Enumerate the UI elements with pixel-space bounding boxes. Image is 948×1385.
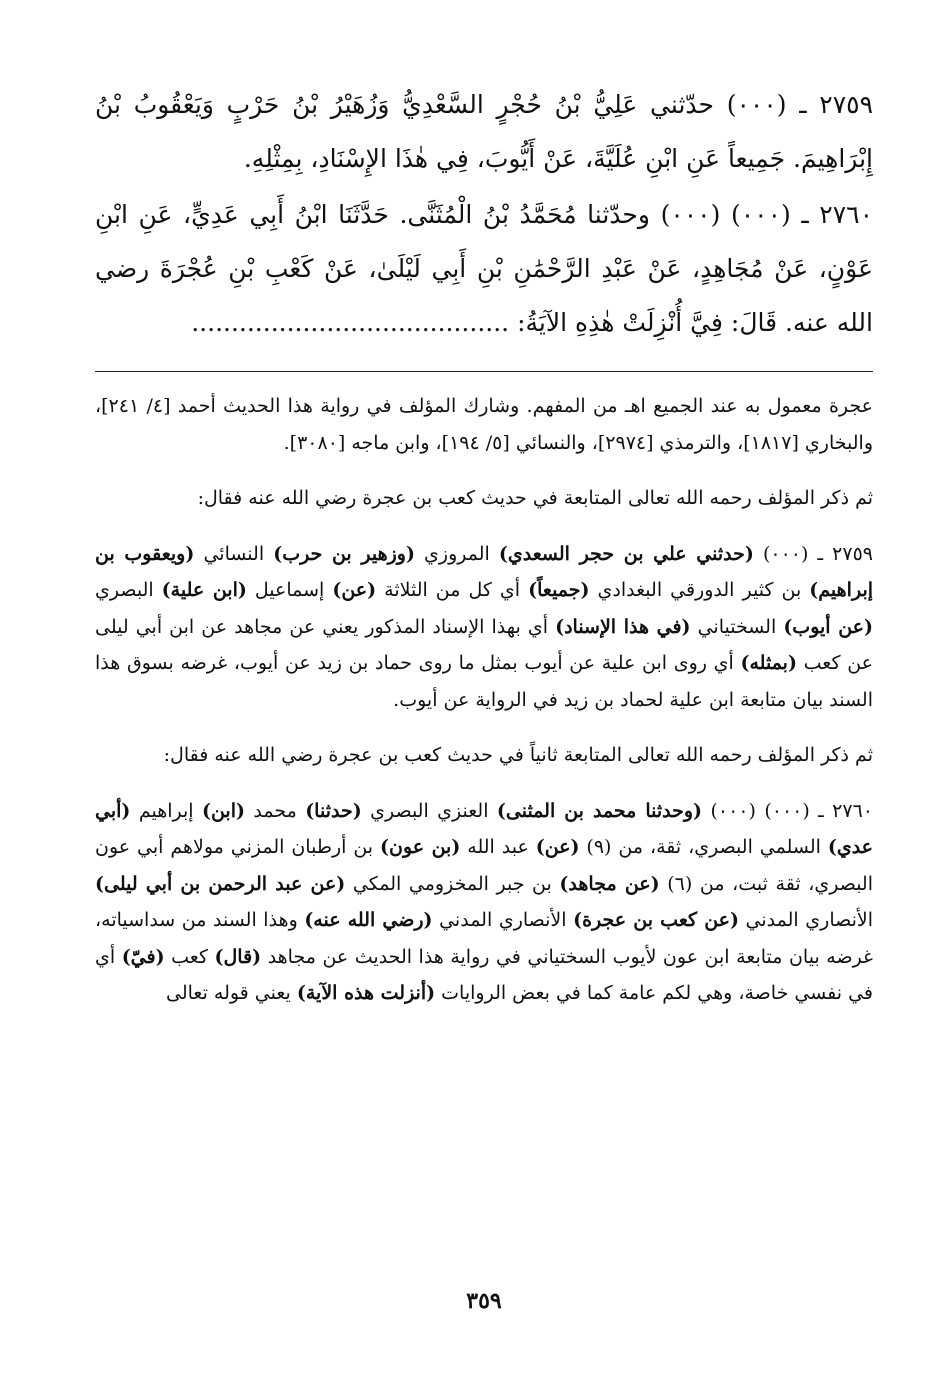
text-segment: محمد (244, 799, 306, 822)
text-segment: أي روى ابن علية عن أيوب بمثل ما روى حماد بن زيد عن أيوب، غرضه بسوق هذا السند بيان متابعة ابن علية لحماد بن زيد في الرواية عن أيوب. (95, 652, 873, 711)
quoted-narration: (ابن) (201, 799, 245, 822)
quoted-narration: (عن) (332, 579, 377, 601)
book-page (95, 78, 873, 1368)
text-segment: ٢٧٦٠ ـ (٠٠٠) (٠٠٠) (702, 799, 873, 822)
quoted-narration: (ابن علية) (161, 579, 247, 601)
text-segment: بن أرطبان المزني مولاهم أبي عون البصري، ثقة ثبت، من (٦) (95, 836, 874, 895)
text-segment: أي بهذا الإسناد المذكور يعني عن مجاهد عن ابن أبي ليلى عن كعب (95, 615, 873, 674)
quoted-narration: (عن أيوب) (783, 615, 873, 638)
text-segment: بن كثير الدورقي البغدادي (589, 579, 810, 601)
quoted-narration: (أبي عدي) (95, 799, 873, 858)
quoted-narration: (بمثله) (740, 652, 797, 674)
text-segment: النسائي (194, 542, 274, 565)
text-segment: أي كل من الثلاثة (376, 579, 529, 601)
commentary-paragraph-takhrij: عجرة معمول به عند الجميع اهـ من المفهم. وشارك المؤلف في رواية هذا الحديث أحمد [٤/ ٢٤١]، والبخاري [١٨١٧]، والترمذي [٢٩٧٤]، والنسائي [٥/ ١٩٤]، وابن ماجه [٣٠٨٠]. (95, 395, 873, 454)
hadith-2759-number: ٢٧٥٩ ـ (٠٠٠) (726, 90, 873, 119)
quoted-narration: (عن) (535, 836, 580, 858)
text-segment: إبراهيم (130, 799, 202, 822)
quoted-narration: (بن عون) (380, 836, 461, 858)
quoted-narration: (حدثني علي بن حجر السعدي) (498, 542, 754, 565)
text-segment: الأنصاري المدني (738, 909, 873, 931)
quoted-narration: (رضي الله عنه) (304, 909, 433, 931)
text-segment: العنزي البصري (361, 799, 497, 822)
text-segment: يعني قوله تعالى (165, 982, 297, 1004)
page-number: ٣٥٩ (466, 1288, 502, 1314)
commentary-paragraph-2759 (95, 536, 873, 719)
text-segment: عبد الله (460, 836, 536, 858)
quoted-narration: (أنزلت هذه الآية) (296, 982, 436, 1004)
text-segment: إسماعيل (246, 579, 333, 601)
hadith-2760-body: وحدّثنا مُحَمَّدُ بْنُ الْمُثَنَّى. حَدَّثَنَا ابْنُ أَبِي عَدِيٍّ، عَنِ ابْنِ عَوْنٍ، عَنْ مُجَاهِدٍ، عَنْ عَبْدِ الرَّحْمَٰنِ بْنِ أَبِي لَيْلَىٰ، عَنْ كَعْبِ بْنِ عُجْرَةَ رضي الله عنه. قَالَ: فِيَّ أُنْزِلَتْ هٰذِهِ الآيَةُ: (95, 200, 873, 337)
text-segment: البصري (95, 579, 162, 601)
quoted-narration: (ويعقوب بن إبراهيم) (95, 542, 874, 601)
commentary-paragraph-intro-2759: ثم ذكر المؤلف رحمه الله تعالى المتابعة في حديث كعب بن عجرة رضي الله عنه فقال: (197, 487, 873, 509)
quoted-narration: (قال) (214, 945, 262, 968)
ellipsis-dots: ........................................ (191, 308, 510, 337)
hadith-2759-body: حدّثني عَلِيُّ بْنُ حُجْرٍ السَّعْدِيُّ وَزُهَيْرُ بْنُ حَرْبٍ وَيَعْقُوبُ بْنُ إِبْرَاهِيمَ. جَمِيعاً عَنِ ابْنِ عُلَيَّةَ، عَنْ أَيُّوبَ، فِي هٰذَا الإِسْنَادِ، بِمِثْلِهِ. (95, 90, 873, 173)
quoted-narration: (عن كعب بن عجرة) (573, 909, 739, 931)
quoted-narration: (عن مجاهد) (559, 872, 660, 895)
quoted-narration: (وحدثنا محمد بن المثنى) (496, 799, 703, 822)
hadith-2759-text (95, 78, 873, 186)
text-segment: السختياني (690, 615, 784, 638)
text-segment: وهذا السند من سداسياته، غرضه بيان متابعة ابن عون لأيوب السختياني في رواية هذا الحديث عن مجاهد (95, 909, 873, 968)
text-segment: كعب (164, 945, 215, 968)
text-segment: أي في نفسي خاصة، وهي لكم عامة كما في بعض الروايات (95, 945, 873, 1004)
commentary-paragraph-2760 (95, 793, 873, 1012)
quoted-narration: (وزهير بن حرب) (273, 542, 415, 565)
hadith-2760-number: ٢٧٦٠ ـ (٠٠٠) (٠٠٠) (660, 200, 873, 229)
text-segment: بن جبر المخزومي المكي (345, 872, 560, 895)
commentary-paragraph-intro-2760: ثم ذكر المؤلف رحمه الله تعالى المتابعة ثانياً في حديث كعب بن عجرة رضي الله عنه فقال: (163, 744, 873, 766)
quoted-narration: (جميعاً) (528, 579, 590, 601)
quoted-narration: (في هذا الإسناد) (555, 615, 691, 638)
quoted-narration: (فيّ) (121, 945, 165, 968)
hadith-2760-text (95, 188, 873, 350)
text-segment: السلمي البصري، ثقة، من (٩) (579, 836, 828, 858)
commentary (95, 388, 873, 1031)
text-segment: المروزي (414, 542, 499, 565)
footnote-separator (95, 371, 873, 372)
quoted-narration: (عن عبد الرحمن بن أبي ليلى) (95, 872, 346, 895)
text-segment: الأنصاري المدني (432, 909, 574, 931)
quoted-narration: (حدثنا) (305, 799, 362, 822)
text-segment: ٢٧٥٩ ـ (٠٠٠) (753, 542, 873, 565)
